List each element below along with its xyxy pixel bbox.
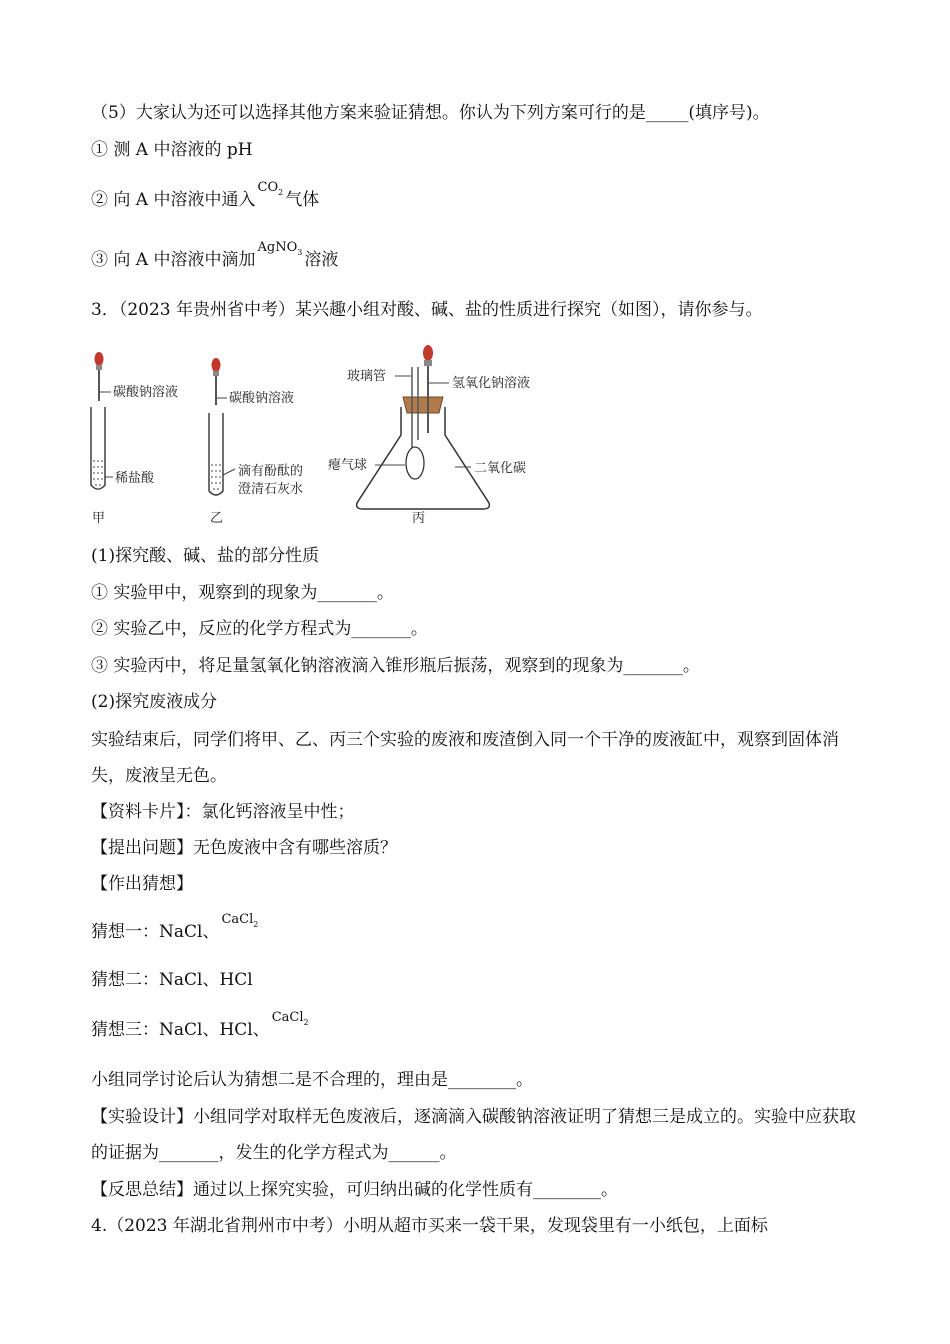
q3-stem: 3．（2023 年贵州省中考）某兴趣小组对酸、碱、盐的性质进行探究（如图），请你参与。 <box>91 300 763 320</box>
label-jia-dropper: 碳酸钠溶液 <box>113 385 179 400</box>
q3-design: 【实验设计】小组同学对取样无色废液后，逐滴滴入碳酸钠溶液证明了猜想三是成立的。实验中应获取的证据为_______，发生的化学方程式为______。 <box>91 1107 856 1163</box>
test-tube-jia <box>91 407 105 489</box>
experiment-figure <box>85 345 565 530</box>
test-tube-yi <box>209 413 223 495</box>
caption-bing: 丙 <box>412 511 426 526</box>
formula-cacl2: CaCl2 <box>271 1010 309 1027</box>
q3-part1-item-3: ③ 实验丙中，将足量氢氧化钠溶液滴入锥形瓶后振荡，观察到的现象为_______。 <box>91 656 700 676</box>
q2-part5-stem: （5）大家认为还可以选择其他方案来验证猜想。你认为下列方案可行的是_____(填序号)。 <box>91 103 770 123</box>
formula-agno3: AgNO3 <box>257 240 303 257</box>
flat-balloon <box>406 447 424 479</box>
q3-part2-intro: 实验结束后，同学们将甲、乙、丙三个实验的废液和废渣倒入同一个干净的废液缸中，观察到固体消失，废液呈无色。 <box>91 730 839 786</box>
label-yi-dropper: 碳酸钠溶液 <box>229 391 295 406</box>
hypothesis-1: 猜想一：NaCl、$^{CaCl_2}$ <box>91 912 259 942</box>
label-glass-tube: 玻璃管 <box>347 369 387 384</box>
formula-cacl2: CaCl2 <box>221 912 259 929</box>
q3-summary: 【反思总结】通过以上探究实验，可归纳出碱的化学性质有________。 <box>91 1180 618 1200</box>
label-yi-tube-1: 滴有酚酞的 <box>238 464 304 479</box>
caption-jia: 甲 <box>92 511 106 526</box>
experiment-bing <box>328 345 530 526</box>
q3-part1-item-2: ② 实验乙中，反应的化学方程式为_______。 <box>91 619 428 639</box>
experiment-jia <box>91 352 178 526</box>
q2-option-1 <box>91 138 253 162</box>
rubber-stopper <box>403 397 443 413</box>
option-number: ① <box>91 140 108 160</box>
label-balloon: 瘪气球 <box>328 458 368 473</box>
caption-yi: 乙 <box>210 511 224 526</box>
option-number: ② <box>91 190 108 210</box>
q3-part1-title: (1)探究酸、碱、盐的部分性质 <box>91 546 320 566</box>
option-prefix: 向 A 中溶液中滴加 <box>113 250 256 270</box>
q3-part1-item-1: ① 实验甲中，观察到的现象为_______。 <box>91 583 394 603</box>
q3-discussion: 小组同学讨论后认为猜想二是不合理的，理由是________。 <box>91 1070 533 1090</box>
q3-part2-title: (2)探究废液成分 <box>91 692 218 712</box>
q3-hypothesis-title: 【作出猜想】 <box>91 874 193 894</box>
q2-option-3 <box>91 240 339 275</box>
hypothesis-2: 猜想二：NaCl、HCl <box>91 970 253 990</box>
label-yi-tube-2: 澄清石灰水 <box>238 482 304 497</box>
q4-stem: 4.（2023 年湖北省荆州市中考）小明从超市买来一袋干果，发现袋里有一小纸包，上面标 <box>91 1216 768 1236</box>
label-jia-tube: 稀盐酸 <box>115 471 155 486</box>
option-prefix: 向 A 中溶液中通入 <box>113 190 256 210</box>
q2-option-2 <box>91 180 320 215</box>
dropper-bing <box>423 345 433 433</box>
option-number: ③ <box>91 250 108 270</box>
option-text: 测 A 中溶液的 pH <box>113 140 253 160</box>
dropper-jia <box>95 352 104 401</box>
label-co2: 二氧化碳 <box>474 461 527 476</box>
formula-co2: CO2 <box>257 180 284 197</box>
option-suffix: 溶液 <box>304 250 339 270</box>
option-suffix: 气体 <box>285 190 320 210</box>
q3-info-card: 【资料卡片】：氯化钙溶液呈中性； <box>91 802 355 822</box>
experiment-yi <box>209 358 303 526</box>
hypothesis-3: 猜想三：NaCl、HCl、$^{CaCl_2}$ <box>91 1010 309 1040</box>
q3-question: 【提出问题】无色废液中含有哪些溶质？ <box>91 838 397 858</box>
label-bing-dropper: 氢氧化钠溶液 <box>452 376 531 391</box>
